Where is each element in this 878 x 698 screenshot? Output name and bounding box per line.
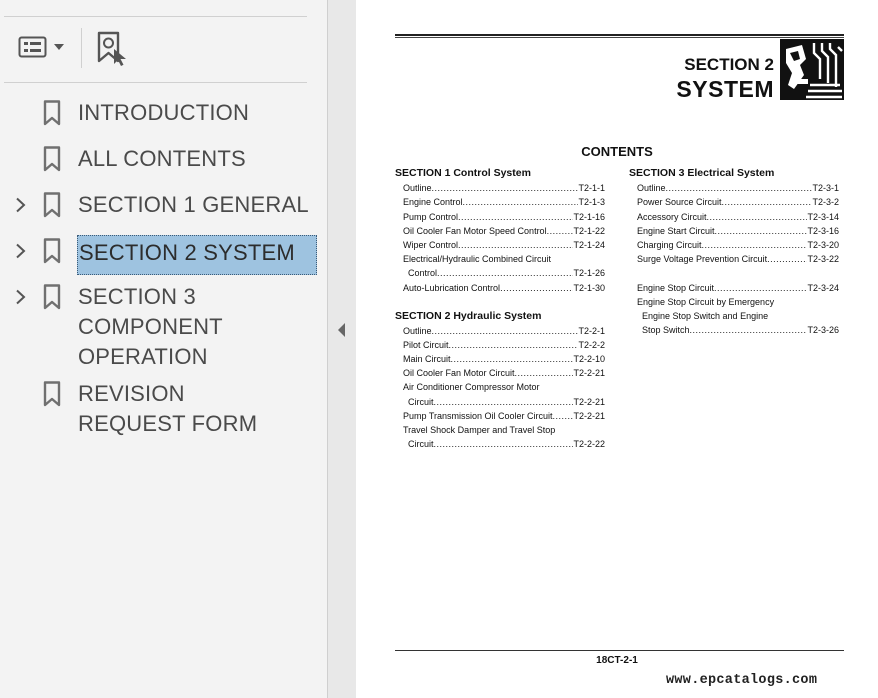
- entry-page: T2-3-22: [807, 254, 839, 265]
- page-code: 18CT-2-1: [596, 655, 638, 666]
- contents-entry[interactable]: [629, 323, 839, 337]
- entry-title: Electrical/Hydraulic Combined Circuit: [403, 254, 552, 265]
- bookmark-icon: [43, 381, 61, 407]
- dot-leader: [458, 238, 573, 252]
- entry-page: T2-1-22: [573, 225, 605, 236]
- bookmark-label[interactable]: SECTION 3 COMPONENT OPERATION: [78, 284, 223, 369]
- contents-left-column: [395, 166, 605, 451]
- entry-title: Pump Transmission Oil Cooler Circuit: [403, 410, 553, 421]
- collapse-panel-icon[interactable]: [336, 321, 346, 339]
- entry-title: Auto-Lubrication Control: [403, 282, 501, 293]
- entry-title: Outline: [403, 325, 432, 336]
- contents-entry[interactable]: [395, 195, 605, 209]
- entry-title: Pilot Circuit: [403, 339, 449, 350]
- contents-entry[interactable]: [629, 181, 839, 195]
- entry-title: Outline: [637, 183, 666, 194]
- contents-entry[interactable]: [395, 224, 605, 238]
- entry-title: Engine Control: [403, 197, 463, 208]
- bookmark-options-button[interactable]: [18, 34, 68, 60]
- entry-page: T2-2-10: [573, 354, 605, 365]
- entry-title: Stop Switch: [642, 325, 690, 336]
- contents-entry[interactable]: [395, 280, 605, 294]
- entry-title: Engine Stop Circuit by Emergency: [637, 296, 775, 307]
- contents-entry[interactable]: [395, 266, 605, 280]
- bookmark-section-3-component-operation[interactable]: [0, 282, 327, 374]
- entry-page: T2-1-30: [573, 282, 605, 293]
- contents-entry[interactable]: [629, 224, 839, 238]
- find-current-bookmark-button[interactable]: [96, 31, 130, 67]
- bookmark-all-contents[interactable]: [0, 144, 327, 176]
- dot-leader: [690, 323, 808, 337]
- contents-entry[interactable]: [395, 338, 605, 352]
- dot-leader: [707, 210, 808, 224]
- entry-title: Oil Cooler Fan Motor Speed Control: [403, 225, 547, 236]
- entry-title: Pump Control: [403, 211, 459, 222]
- bookmark-icon: [43, 146, 61, 172]
- contents-entry[interactable]: [629, 309, 839, 323]
- bookmark-section-2-system[interactable]: [0, 236, 327, 276]
- contents-entry[interactable]: [629, 295, 839, 309]
- dot-leader: [722, 195, 813, 209]
- contents-entry[interactable]: [629, 238, 839, 252]
- contents-entry[interactable]: [629, 252, 839, 266]
- entry-title: Charging Circuit: [637, 239, 702, 250]
- contents-right-column: [629, 166, 839, 337]
- section-name: SYSTEM: [676, 76, 774, 102]
- entry-page: T2-1-3: [578, 197, 605, 208]
- entry-page: T2-1-26: [573, 268, 605, 279]
- circuit-logo-icon: [780, 39, 844, 100]
- dot-leader: [767, 252, 807, 266]
- entry-title: Accessory Circuit: [637, 211, 707, 222]
- find-bookmark-icon: [96, 31, 130, 67]
- section-number: SECTION 2: [684, 55, 774, 74]
- header-rule: [395, 34, 844, 36]
- entry-title: Circuit: [408, 439, 434, 450]
- dot-leader: [463, 195, 579, 209]
- panel-divider: [4, 82, 307, 83]
- entry-page: T2-2-2: [578, 339, 605, 350]
- bookmarks-panel: [0, 0, 328, 698]
- contents-entry[interactable]: [395, 238, 605, 252]
- contents-entry: [629, 266, 839, 280]
- entry-page: T2-1-24: [573, 239, 605, 250]
- entry-title: Engine Stop Switch and Engine: [642, 310, 769, 321]
- dot-leader: [553, 409, 574, 423]
- dot-leader: [449, 338, 579, 352]
- entry-title: Control: [408, 268, 438, 279]
- entry-page: T2-2-21: [573, 396, 605, 407]
- dot-leader: [714, 281, 807, 295]
- dot-leader: [434, 437, 574, 451]
- dot-leader: [702, 238, 808, 252]
- chevron-right-icon[interactable]: [14, 197, 28, 213]
- entry-page: T2-3-16: [807, 225, 839, 236]
- entry-page: T2-3-1: [812, 183, 839, 194]
- entry-page: T2-3-20: [807, 239, 839, 250]
- entry-title: Power Source Circuit: [637, 197, 722, 208]
- dot-leader: [515, 366, 574, 380]
- dot-leader: [547, 224, 574, 238]
- entry-page: T2-1-16: [573, 211, 605, 222]
- entry-title: Oil Cooler Fan Motor Circuit: [403, 368, 515, 379]
- entry-page: T2-2-21: [573, 368, 605, 379]
- bookmark-icon: [43, 284, 61, 310]
- entry-page: T2-1-1: [578, 183, 605, 194]
- entry-title: Engine Stop Circuit: [637, 282, 715, 293]
- entry-page: T2-3-26: [807, 325, 839, 336]
- entry-page: T2-2-1: [578, 325, 605, 336]
- contents-entry[interactable]: [395, 209, 605, 223]
- contents-entry[interactable]: [629, 195, 839, 209]
- bookmark-icon: [43, 192, 61, 218]
- entry-title: Outline: [403, 183, 432, 194]
- bookmark-introduction[interactable]: [0, 98, 327, 130]
- contents-entry[interactable]: [629, 209, 839, 223]
- dot-leader: [437, 266, 573, 280]
- contents-entry[interactable]: [395, 409, 605, 423]
- group-spacer: [395, 295, 605, 309]
- footer-rule: [395, 650, 844, 651]
- dot-leader: [666, 181, 813, 195]
- dot-leader: [458, 210, 573, 224]
- entry-page: T2-3-2: [812, 197, 839, 208]
- header-rule: [395, 37, 844, 38]
- contents-entry[interactable]: [629, 280, 839, 294]
- bookmark-label[interactable]: SECTION 2 SYSTEM: [77, 235, 317, 275]
- bookmark-section-1-general[interactable]: [0, 190, 327, 222]
- contents-title: CONTENTS: [581, 144, 653, 159]
- chevron-right-icon[interactable]: [14, 243, 28, 259]
- entry-title: Circuit: [408, 396, 434, 407]
- bookmark-revision-request-form[interactable]: [0, 379, 327, 441]
- contents-entry[interactable]: [395, 324, 605, 338]
- entry-title: Travel Shock Damper and Travel Stop: [403, 425, 556, 435]
- contents-entry[interactable]: [395, 366, 605, 380]
- contents-entry[interactable]: [395, 423, 605, 437]
- contents-entry[interactable]: [395, 252, 605, 266]
- bookmark-icon: [43, 238, 61, 264]
- document-page: [356, 0, 878, 698]
- bookmark-label[interactable]: ALL CONTENTS: [78, 146, 246, 171]
- dot-leader: [432, 181, 579, 195]
- dot-leader: [451, 352, 574, 366]
- toolbar-separator: [81, 28, 82, 68]
- bookmark-icon: [43, 100, 61, 126]
- contents-entry[interactable]: [395, 437, 605, 451]
- bookmark-label[interactable]: SECTION 1 GENERAL: [78, 192, 309, 217]
- entry-title: Air Conditioner Compressor Motor: [403, 382, 540, 393]
- watermark: www.epcatalogs.com: [666, 673, 818, 688]
- contents-entry[interactable]: [395, 394, 605, 408]
- bookmark-label[interactable]: REVISION REQUEST FORM: [78, 381, 258, 436]
- bookmark-label[interactable]: INTRODUCTION: [78, 100, 250, 125]
- dot-leader: [434, 395, 574, 409]
- entry-title: Surge Voltage Prevention Circuit: [637, 254, 768, 265]
- entry-page: T2-2-22: [573, 439, 605, 450]
- contents-group-title: SECTION 1 Control System: [395, 167, 531, 179]
- entry-title: Wiper Control: [403, 239, 459, 250]
- entry-title: Main Circuit: [403, 354, 451, 365]
- panel-divider-top: [4, 16, 307, 17]
- entry-title: Engine Start Circuit: [637, 225, 715, 236]
- contents-group-title: SECTION 2 Hydraulic System: [395, 309, 542, 322]
- contents-entry[interactable]: [395, 352, 605, 366]
- contents-entry[interactable]: [395, 181, 605, 195]
- dot-leader: [715, 224, 808, 238]
- entry-page: T2-3-24: [807, 282, 839, 293]
- chevron-right-icon[interactable]: [14, 289, 28, 305]
- contents-entry[interactable]: [395, 380, 605, 394]
- entry-page: T2-2-21: [573, 410, 605, 421]
- list-options-icon: [18, 34, 68, 60]
- contents-group-title: SECTION 3 Electrical System: [629, 167, 775, 179]
- dot-leader: [500, 281, 573, 295]
- entry-page: T2-3-14: [807, 211, 839, 222]
- dot-leader: [432, 324, 579, 338]
